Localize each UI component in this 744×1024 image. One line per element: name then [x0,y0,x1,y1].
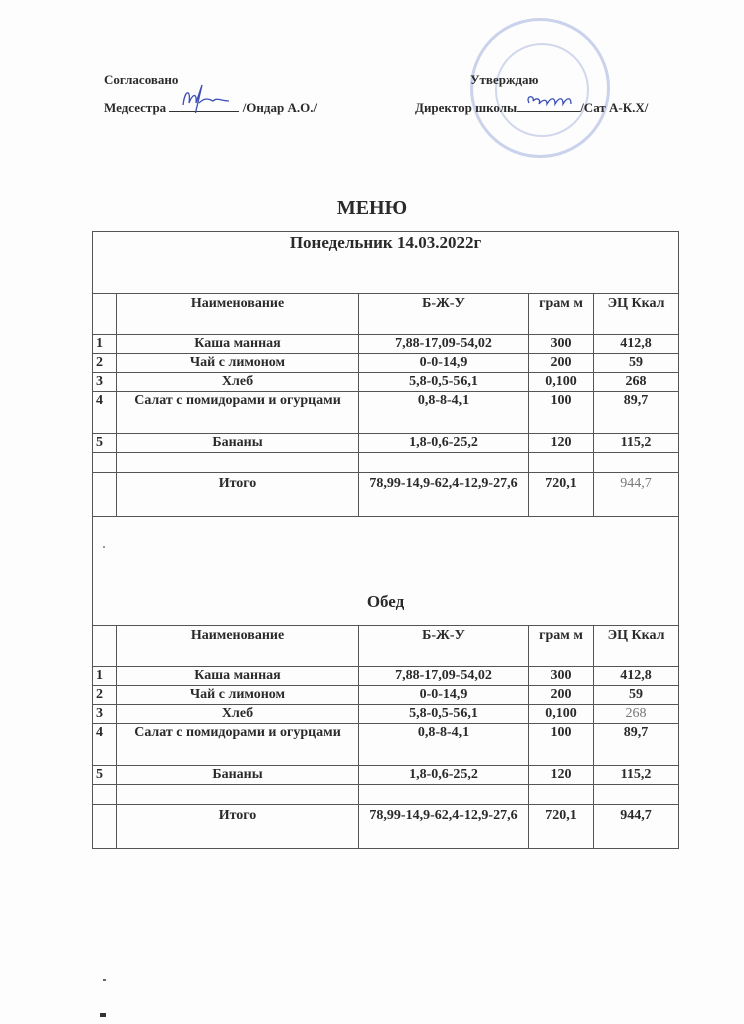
row-name: Каша манная [117,667,359,686]
row-name: Салат с помидорами и огурцами [117,724,359,766]
director-label: Директор школы [415,100,518,115]
header-bju: Б-Ж-У [359,626,529,667]
table-row [93,667,679,686]
header-num [93,294,117,335]
table-header-row [93,294,679,335]
signature-icon [169,83,239,113]
total-label: Итого [117,805,359,849]
row-bju: 7,88-17,09-54,02 [359,667,529,686]
row-gram: 300 [529,335,594,354]
row-kcal: 59 [594,686,679,705]
empty-cell [529,785,594,805]
table-row [93,724,679,766]
row-bju: 1,8-0,6-25,2 [359,434,529,453]
confirm-label: Утверждаю [470,72,539,87]
empty-cell [594,785,679,805]
table-row [93,766,679,785]
row-name: Бананы [117,766,359,785]
row-num: 2 [93,354,117,373]
empty-row [93,453,679,473]
page-title: МЕНЮ [336,197,408,219]
school-stamp-inner [495,43,589,137]
row-name: Бананы [117,434,359,453]
total-num [93,473,117,517]
empty-cell [594,453,679,473]
table-row [93,335,679,354]
header-num [93,626,117,667]
total-num [93,805,117,849]
row-num: 4 [93,392,117,434]
header-name: Наименование [117,626,359,667]
scan-mark [100,1013,106,1017]
row-gram: 100 [529,392,594,434]
row-num: 2 [93,686,117,705]
row-name: Салат с помидорами и огурцами [117,392,359,434]
row-num: 4 [93,724,117,766]
total-label: Итого [117,473,359,517]
empty-cell [117,785,359,805]
row-kcal: 268 [594,373,679,392]
table-header-row [93,626,679,667]
director-signature [517,99,580,112]
row-name: Чай с лимоном [117,354,359,373]
row-name: Каша манная [117,335,359,354]
total-kcal: 944,7 [594,805,679,849]
row-gram: 120 [529,434,594,453]
empty-cell [529,453,594,473]
empty-cell [117,453,359,473]
row-kcal: 412,8 [594,335,679,354]
menu-table [92,231,679,849]
table-row [93,354,679,373]
row-gram: 0,100 [529,373,594,392]
row-kcal: 412,8 [594,667,679,686]
header-name: Наименование [117,294,359,335]
section-title: Понедельник 14.03.2022г [93,232,679,294]
total-gram: 720,1 [529,805,594,849]
nurse-signature-line [104,99,317,116]
row-num: 1 [93,335,117,354]
approved-label: Согласовано [104,72,179,87]
scan-speck [103,979,106,981]
signature-icon [517,91,580,111]
row-kcal: 115,2 [594,766,679,785]
table-row [93,686,679,705]
header-gram: грам м [529,294,594,335]
row-name: Хлеб [117,373,359,392]
row-bju: 5,8-0,5-56,1 [359,373,529,392]
row-gram: 0,100 [529,705,594,724]
scan-speck [103,546,105,548]
empty-cell [93,453,117,473]
section-title: Обед [93,517,679,626]
empty-cell [359,453,529,473]
row-num: 3 [93,705,117,724]
header-bju: Б-Ж-У [359,294,529,335]
row-name: Хлеб [117,705,359,724]
director-name: /Сат А-К.Х/ [580,100,649,115]
row-num: 5 [93,766,117,785]
header-kcal: ЭЦ Ккал [594,294,679,335]
row-kcal: 59 [594,354,679,373]
empty-row [93,785,679,805]
total-row [93,805,679,849]
row-bju: 0,8-8-4,1 [359,392,529,434]
nurse-signature [169,99,239,112]
director-signature-line [415,99,648,116]
table-row [93,434,679,453]
total-gram: 720,1 [529,473,594,517]
empty-cell [359,785,529,805]
table-row [93,392,679,434]
school-stamp [470,18,610,158]
row-num: 3 [93,373,117,392]
row-bju: 7,88-17,09-54,02 [359,335,529,354]
section-title-row [93,517,679,626]
table-row [93,705,679,724]
nurse-name: /Ондар А.О./ [242,100,318,115]
row-kcal: 89,7 [594,392,679,434]
nurse-label: Медсестра [104,100,167,115]
row-num: 1 [93,667,117,686]
row-bju: 0-0-14,9 [359,686,529,705]
row-bju: 1,8-0,6-25,2 [359,766,529,785]
table-row [93,373,679,392]
header-gram: грам м [529,626,594,667]
row-gram: 120 [529,766,594,785]
row-kcal: 89,7 [594,724,679,766]
row-name: Чай с лимоном [117,686,359,705]
row-bju: 5,8-0,5-56,1 [359,705,529,724]
total-bju: 78,99-14,9-62,4-12,9-27,6 [359,805,529,849]
empty-cell [93,785,117,805]
row-gram: 200 [529,686,594,705]
row-kcal: 115,2 [594,434,679,453]
row-gram: 200 [529,354,594,373]
total-bju: 78,99-14,9-62,4-12,9-27,6 [359,473,529,517]
row-kcal: 268 [594,705,679,724]
section-title-row [93,232,679,294]
header-kcal: ЭЦ Ккал [594,626,679,667]
row-bju: 0-0-14,9 [359,354,529,373]
total-kcal: 944,7 [594,473,679,517]
row-gram: 300 [529,667,594,686]
row-num: 5 [93,434,117,453]
row-bju: 0,8-8-4,1 [359,724,529,766]
total-row [93,473,679,517]
row-gram: 100 [529,724,594,766]
